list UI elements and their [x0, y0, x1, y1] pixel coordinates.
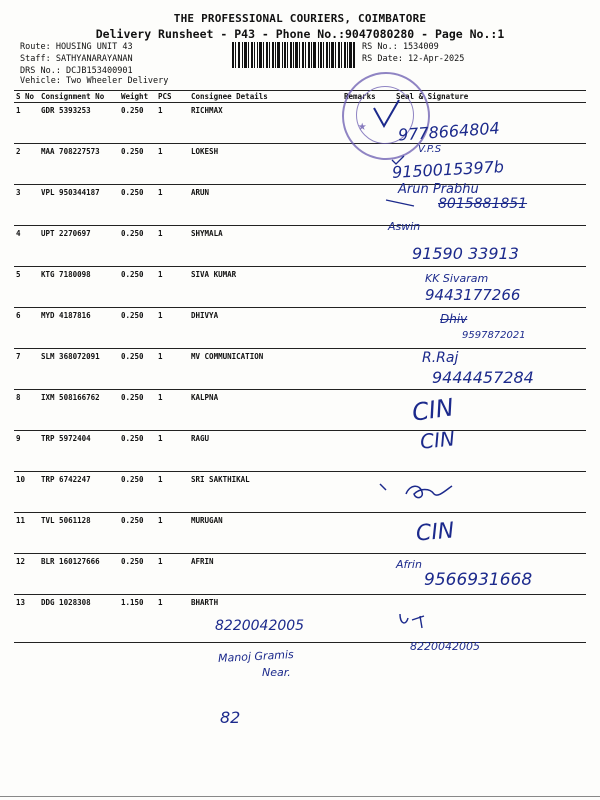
cell-pcs: 1	[156, 144, 189, 185]
table-header-row	[14, 91, 586, 103]
hw-row3-phone: 8015881851	[438, 196, 528, 212]
hw-row12-name: Afrin	[396, 558, 422, 571]
hw-row10-signature	[376, 476, 466, 506]
hw-row4-name: Aswin	[388, 220, 421, 233]
cell-consignment-no: UPT 2270697	[39, 226, 119, 267]
cell-consignee: AFRIN	[189, 554, 342, 595]
staff-label: Staff: SATHYANARAYANAN	[20, 54, 133, 64]
hw-row2-phone: 9150015397b	[391, 157, 505, 182]
cell-weight: 0.250	[119, 185, 156, 226]
cell-consignment-no: MYD 4187816	[39, 308, 119, 349]
cell-consignment-no: TRP 6742247	[39, 472, 119, 513]
cell-weight: 0.250	[119, 103, 156, 144]
cell-weight: 0.250	[119, 513, 156, 554]
cell-consignee: DHIVYA	[189, 308, 342, 349]
cell-sno: 7	[14, 349, 39, 390]
hw-row5-name: KK Sivaram	[425, 272, 489, 285]
hw-row13-phone-right: 8220042005	[410, 640, 480, 653]
cell-consignee: RICHMAX	[189, 103, 342, 144]
drs-label: DRS No.: DCJB153400901	[20, 66, 133, 76]
col-pcs: PCS	[156, 91, 189, 103]
table-row	[14, 472, 586, 513]
cell-consignee: MV COMMUNICATION	[189, 349, 342, 390]
cell-remarks	[342, 554, 394, 595]
seal-star-icon	[344, 78, 424, 158]
cell-pcs: 1	[156, 308, 189, 349]
cell-consignee: RAGU	[189, 431, 342, 472]
hw-row7-name: R.Raj	[422, 350, 459, 366]
company-title: THE PROFESSIONAL COURIERS, COIMBATORE	[173, 12, 427, 25]
hw-note-line2: Near.	[262, 666, 291, 679]
cell-sno: 9	[14, 431, 39, 472]
cell-pcs: 1	[156, 472, 189, 513]
cell-consignment-no: GDR 5393253	[39, 103, 119, 144]
hw-row1-phone: 9778664804	[397, 118, 501, 145]
col-consignment: Consignment No	[39, 91, 119, 103]
cell-consignee: BHARTH	[189, 595, 342, 643]
col-remarks: Remarks	[342, 91, 394, 103]
hw-row4-phone: 91590 33913	[412, 244, 519, 263]
hw-row7-phone: 9444457284	[432, 368, 534, 387]
cell-sno: 6	[14, 308, 39, 349]
barcode	[232, 42, 356, 68]
cell-weight: 0.250	[119, 349, 156, 390]
table-row	[14, 431, 586, 472]
col-consignee: Consignee Details	[189, 91, 342, 103]
tick-marks	[384, 150, 424, 350]
cell-weight: 0.250	[119, 554, 156, 595]
cell-weight: 0.250	[119, 226, 156, 267]
cell-weight: 0.250	[119, 267, 156, 308]
cell-pcs: 1	[156, 185, 189, 226]
hw-row8-cin: CIN	[410, 393, 456, 427]
cell-consignee: SHYMALA	[189, 226, 342, 267]
hw-row13-phone-left: 8220042005	[215, 618, 305, 634]
bottom-edge	[0, 796, 600, 797]
cell-pcs: 1	[156, 431, 189, 472]
cell-weight: 0.250	[119, 144, 156, 185]
hw-row5-phone: 9443177266	[425, 286, 521, 304]
cell-sno: 4	[14, 226, 39, 267]
cell-consignment-no: MAA 708227573	[39, 144, 119, 185]
cell-consignee: KALPNA	[189, 390, 342, 431]
cell-consignment-no: TRP 5972404	[39, 431, 119, 472]
rs-date: RS Date: 12-Apr-2025	[362, 54, 465, 64]
hw-row9-cin: CIN	[418, 426, 456, 454]
cell-consignment-no: TVL 5061128	[39, 513, 119, 554]
cell-sno: 8	[14, 390, 39, 431]
cell-consignee: LOKESH	[189, 144, 342, 185]
cell-pcs: 1	[156, 390, 189, 431]
cell-consignment-no: KTG 7180098	[39, 267, 119, 308]
col-weight: Weight	[119, 91, 156, 103]
cell-remarks	[342, 431, 394, 472]
svg-text:★: ★	[358, 118, 367, 134]
runsheet-subtitle: Delivery Runsheet - P43 - Phone No.:9047080280 - Page No.:1	[95, 27, 505, 41]
cell-pcs: 1	[156, 349, 189, 390]
cell-consignment-no: DDG 1028308	[39, 595, 119, 643]
cell-pcs: 1	[156, 513, 189, 554]
cell-pcs: 1	[156, 103, 189, 144]
cell-pcs: 1	[156, 226, 189, 267]
col-sno: S No	[14, 91, 39, 103]
cell-weight: 0.250	[119, 431, 156, 472]
table-row	[14, 308, 586, 349]
cell-weight: 0.250	[119, 390, 156, 431]
hw-row13-signature	[394, 610, 444, 632]
cell-remarks	[342, 349, 394, 390]
cell-remarks	[342, 595, 394, 643]
hw-row2-name: V.P.S	[418, 144, 442, 155]
cell-consignment-no: BLR 160127666	[39, 554, 119, 595]
cell-weight: 1.150	[119, 595, 156, 643]
hw-note-line1: Manoj Gramis	[217, 648, 295, 665]
cell-consignment-no: VPL 950344187	[39, 185, 119, 226]
cell-remarks	[342, 513, 394, 554]
cell-consignment-no: SLM 368072091	[39, 349, 119, 390]
hw-row6-name: Dhiv	[440, 312, 468, 326]
cell-pcs: 1	[156, 267, 189, 308]
cell-consignee: SRI SAKTHIKAL	[189, 472, 342, 513]
hw-row11-cin: CIN	[414, 518, 456, 547]
cell-consignee: SIVA KUMAR	[189, 267, 342, 308]
hw-page-mark: 82	[220, 708, 241, 727]
cell-sno: 11	[14, 513, 39, 554]
cell-consignee: ARUN	[189, 185, 342, 226]
cell-weight: 0.250	[119, 308, 156, 349]
cell-sno: 12	[14, 554, 39, 595]
cell-sno: 3	[14, 185, 39, 226]
cell-sno: 2	[14, 144, 39, 185]
rs-number: RS No.: 1534009	[362, 42, 439, 52]
route-label: Route: HOUSING UNIT 43	[20, 42, 133, 52]
cell-pcs: 1	[156, 595, 189, 643]
cell-consignment-no: IXM 508166762	[39, 390, 119, 431]
cell-sno: 5	[14, 267, 39, 308]
hw-row12-phone: 9566931668	[424, 570, 533, 590]
table-row	[14, 513, 586, 554]
col-signature: Seal & Signature	[394, 91, 586, 103]
cell-pcs: 1	[156, 554, 189, 595]
cell-sno: 10	[14, 472, 39, 513]
cell-consignee: MURUGAN	[189, 513, 342, 554]
vehicle-label: Vehicle: Two Wheeler Delivery	[20, 76, 169, 86]
hw-row6-phone: 9597872021	[462, 330, 526, 341]
cell-weight: 0.250	[119, 472, 156, 513]
cell-sno: 13	[14, 595, 39, 643]
cell-remarks	[342, 390, 394, 431]
table-row	[14, 390, 586, 431]
cell-sno: 1	[14, 103, 39, 144]
hw-row3-name: Arun Prabhu	[398, 182, 479, 197]
